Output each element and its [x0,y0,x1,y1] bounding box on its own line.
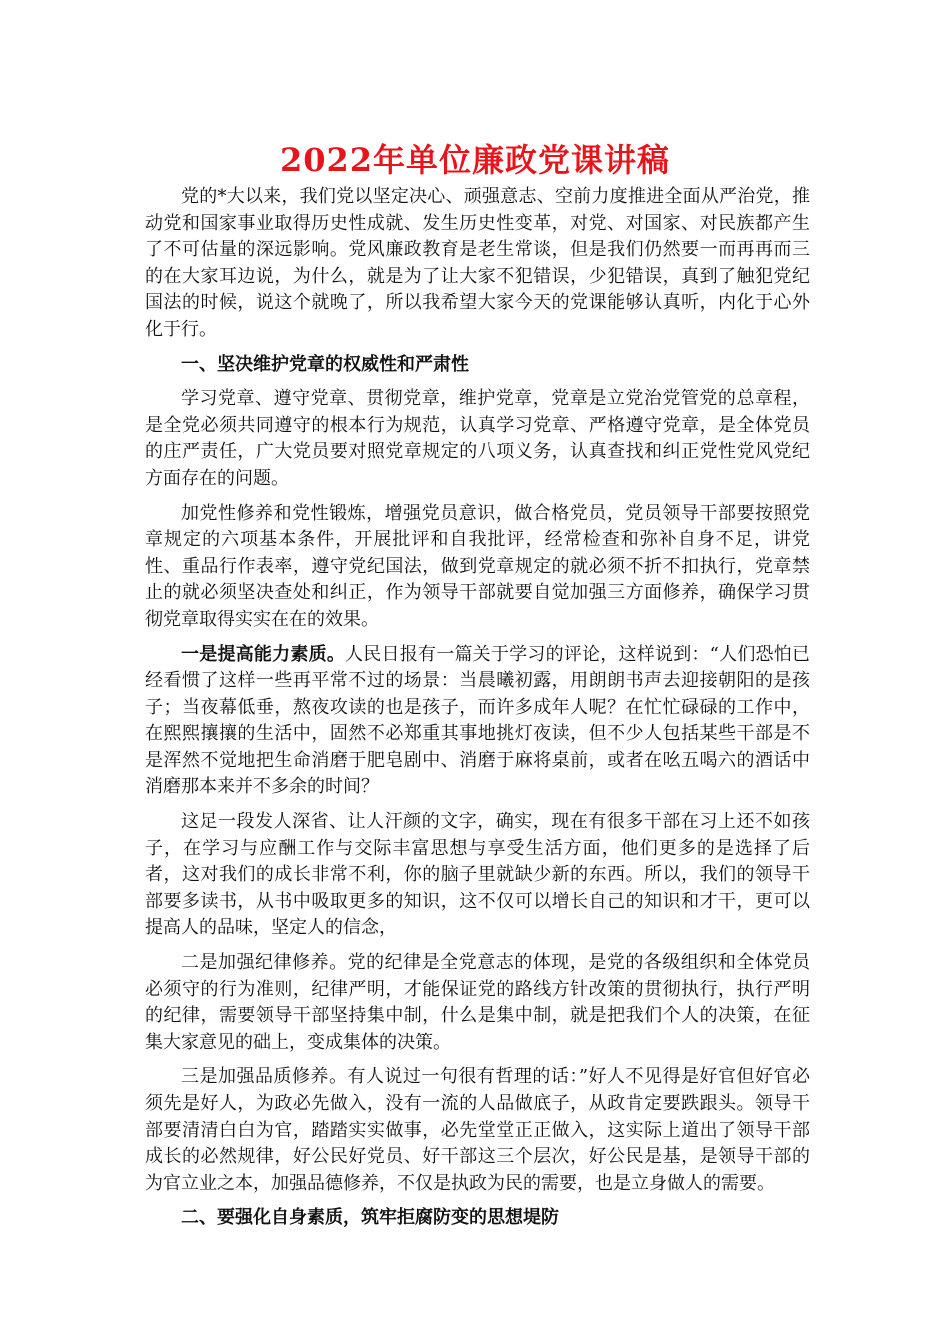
paragraph: 这足一段发人深省、让人汗颜的文字，确实，现在有很多干部在习上还不如孩子，在学习与应酬工作与交际丰富思想与享受生活方面，他们更多的是选择了后者，这对我们的成长非常不利，你的脑子里就缺少新的东西。所以，我们的领导干部要多读书，从书中吸取更多的知识，这不仅可以增长自己的知识和才干，更可以提高人的品味，坚定人的信念， [145,811,810,939]
paragraph: 二是加强纪律修养。党的纪律是全党意志的体现，是党的各级组织和全体党员必须守的行为准则，纪律严明，才能保证党的路线方针改策的贯彻执行，执行严明的纪律，需要领导干部坚持集中制，什么是集中制，就是把我们个人的决策，在征集大家意见的础上，变成集体的决策。 [145,952,810,1053]
paragraph: 加党性修养和党性锻炼，增强党员意识，做合格党员，党员领导干部要按照党章规定的六项基本条件，开展批评和自我批评，经常检查和弥补自身不足，讲党性、重品行作表率，遵守党纪国法，做到党章规定的就必须不折不扣执行，党章禁止的就必须坚决查处和纠正，作为领导干部就要自觉加强三方面修养，确保学习贯彻党章取得实实在在的效果。 [145,502,810,630]
document-body [145,184,810,1240]
paragraph [145,642,810,802]
document-title: 2022年单位廉政党课讲稿 [279,141,671,179]
section-heading: 二、要强化自身素质，筑牢拒腐防变的思想堤防 [181,1207,559,1229]
section-heading: 一、坚决维护党章的权威性和严肃性 [181,353,469,375]
paragraph-body: 人民日报有一篇关于学习的评论，这样说到：“人们恐怕已经看惯了这样一些再平常不过的场景：当晨曦初露，用朗朗书声去迎接朝阳的是孩子；当夜幕低垂，熬夜攻读的也是孩子，而许多成年人呢？在忙忙碌碌的工作中，在熙熙攘攘的生活中，固然不必郑重其事地挑灯夜读，但不少人包括某些干部是不是浑然不觉地把生命消磨于肥皂剧中、消磨于麻将桌前，或者在吆五喝六的酒话中消磨那本来并不多余的时间？ [145,643,811,798]
paragraph-lead: 一是提高能力素质。 [181,643,346,665]
paragraph: 三是加强品质修养。有人说过一句很有哲理的话：”好人不见得是好官但好官必须先是好人，为政必先做入，没有一流的人品做底子，从政肯定要跌跟头。领导干部要清清白白为官，踏踏实实做事，必先堂堂正正做入，这实际上道出了领导干部成长的必然规律，好公民好党员、好干部这三个层次，好公民是基，是领导干部的为官立业之本，加强品德修养，不仅是执政为民的需要，也是立身做人的需要。 [145,1066,810,1194]
paragraph: 党的*大以来，我们党以坚定决心、顽强意志、空前力度推进全面从严治党，推动党和国家事业取得历史性成就、发生历史性变革，对党、对国家、对民族都产生了不可估量的深远影响。党风廉政教育是老生常谈，但是我们仍然要一而再再而三的在大家耳边说，为什么，就是为了让大家不犯错误，少犯错误，真到了触犯党纪国法的时候，说这个就晚了，所以我希望大家今天的党课能够认真听，内化于心外化于行。 [145,186,810,340]
paragraph: 学习党章、遵守党章、贯彻党章，维护党章，党章是立党治党管党的总章程，是全党必须共同遵守的根本行为规范，认真学习党章、严格遵守党章，是全体党员的庄严责任，广大党员要对照党章规定的八项义务，认真查找和纠正党性党风党纪方面存在的问题。 [145,388,810,489]
